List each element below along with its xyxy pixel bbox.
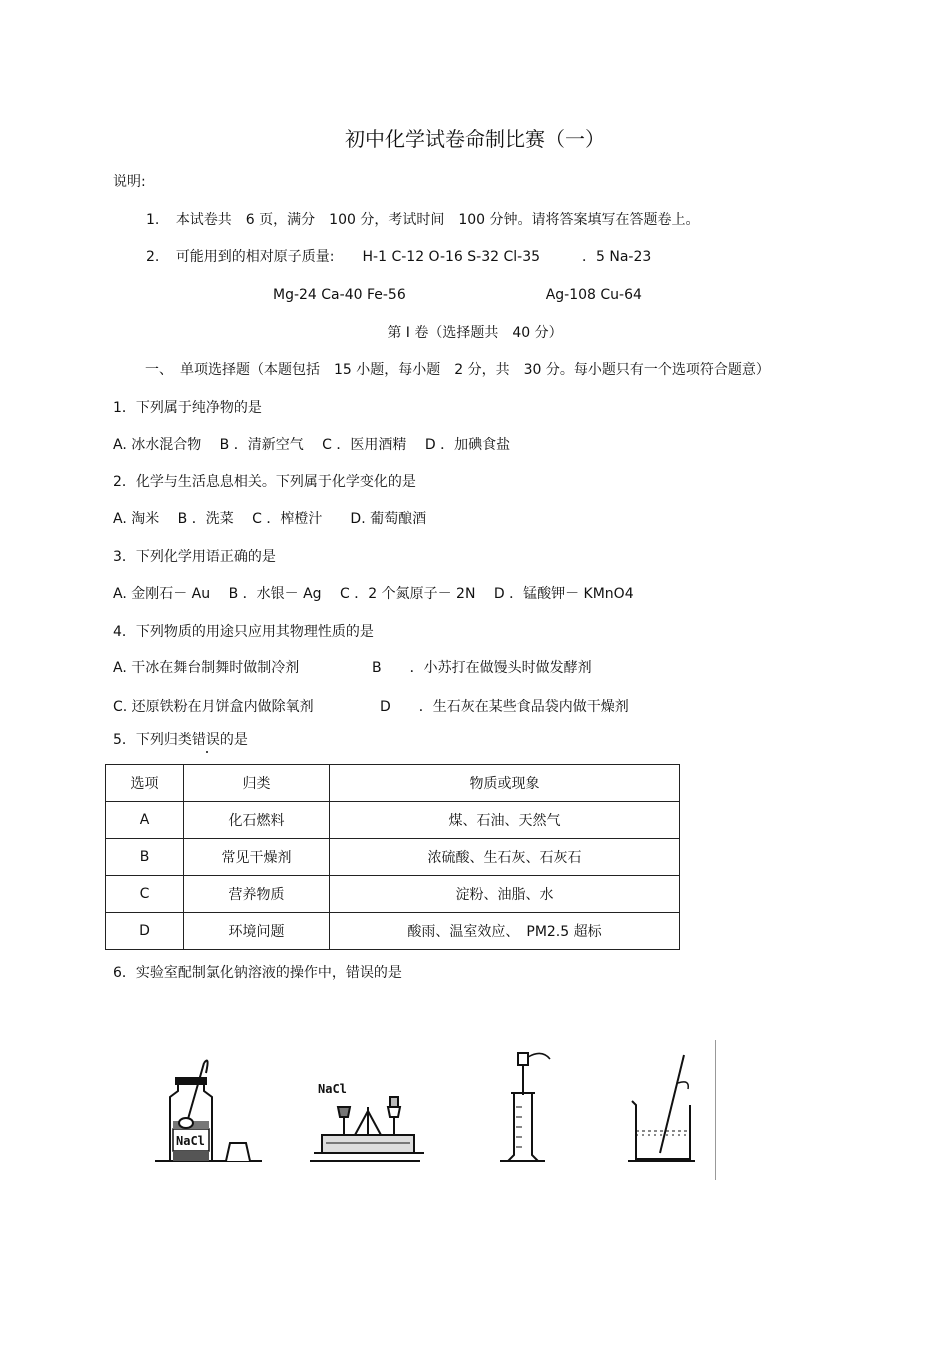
question-2-options: A. 淘米 B ．洗菜 C ．榨橙汁 D. 葡萄酿酒	[113, 511, 427, 527]
question-5-emphasis: 错误	[191, 732, 220, 748]
table-row	[106, 876, 680, 913]
table-cell: 淀粉、油脂、水	[330, 876, 680, 913]
note-1-num: 1.	[146, 212, 160, 228]
page-title: 初中化学试卷命制比赛（一）	[345, 127, 605, 151]
reagent-bottle-figure	[155, 1061, 262, 1161]
table-header-cell: 物质或现象	[330, 765, 680, 802]
bottle-label: NaCl	[176, 1134, 205, 1148]
table-cell: C	[106, 876, 184, 913]
classification-table	[105, 764, 680, 950]
balance-figure	[310, 1082, 424, 1161]
question-5-stem	[113, 730, 248, 750]
note-1	[146, 210, 700, 230]
note-2-text: 可能用到的相对原子质量: H-1 C-12 O-16 S-32 Cl-35 ．5 Na-23	[175, 249, 652, 265]
table-cell: D	[106, 913, 184, 950]
section-1-title: 第 Ⅰ 卷（选择题共 40 分）	[387, 325, 563, 341]
figure-divider	[715, 1040, 716, 1180]
question-6-stem: 6．实验室配制氯化钠溶液的操作中，错误的是	[113, 965, 402, 981]
question-1-options: A. 冰水混合物 B ．清新空气 C ．医用酒精 D ．加碘食盐	[113, 437, 511, 453]
lab-operations-figure	[150, 1035, 730, 1175]
table-header-cell: 选项	[106, 765, 184, 802]
question-4-option-d: D ．生石灰在某些食品袋内做干燥剂	[380, 699, 629, 715]
table-row	[106, 913, 680, 950]
notes-label: 说明:	[113, 174, 146, 190]
note-1-text: 本试卷共 6 页，满分 100 分，考试时间 100 分钟。请将答案填写在答题卷上。	[175, 212, 700, 228]
table-header-cell: 归类	[184, 765, 330, 802]
table-cell: 浓硫酸、生石灰、石灰石	[330, 839, 680, 876]
question-5-prefix: 5．下列归类	[113, 732, 192, 748]
note-2-num: 2.	[146, 249, 160, 265]
question-3-stem: 3．下列化学用语正确的是	[113, 549, 276, 565]
question-3-options: A. 金刚石－ Au B ．水银－ Ag C ．2 个氮原子－ 2N D ．锰酸钾－ KMnO4	[113, 586, 634, 602]
question-5-suffix: 的是	[219, 732, 248, 748]
table-cell: 营养物质	[184, 876, 330, 913]
atomic-masses-line2: Mg-24 Ca-40 Fe-56 Ag-108 Cu-64	[273, 287, 642, 303]
balance-label: NaCl	[318, 1082, 347, 1096]
graduated-cylinder-figure	[500, 1053, 550, 1161]
table-cell: 酸雨、温室效应、 PM2.5 超标	[330, 913, 680, 950]
table-row	[106, 802, 680, 839]
question-1-stem: 1．下列属于纯净物的是	[113, 400, 262, 416]
table-cell: B	[106, 839, 184, 876]
question-4-stem: 4．下列物质的用途只应用其物理性质的是	[113, 624, 374, 640]
table-row	[106, 839, 680, 876]
beaker-figure	[628, 1055, 695, 1161]
table-cell: 环境问题	[184, 913, 330, 950]
question-2-stem: 2．化学与生活息息相关。下列属于化学变化的是	[113, 474, 416, 490]
part-1-heading: 一、 单项选择题（本题包括 15 小题，每小题 2 分，共 30 分。每小题只有一个选项符合题意）	[145, 362, 770, 378]
question-4-option-c: C. 还原铁粉在月饼盒内做除氧剂	[113, 699, 314, 715]
note-2	[146, 247, 651, 267]
question-4-option-b: B ．小苏打在做馒头时做发酵剂	[372, 660, 592, 676]
table-cell: 常见干燥剂	[184, 839, 330, 876]
table-cell: 煤、石油、天然气	[330, 802, 680, 839]
table-cell: A	[106, 802, 184, 839]
question-4-option-a: A. 干冰在舞台制舞时做制冷剂	[113, 660, 300, 676]
table-header-row	[106, 765, 680, 802]
table-cell: 化石燃料	[184, 802, 330, 839]
